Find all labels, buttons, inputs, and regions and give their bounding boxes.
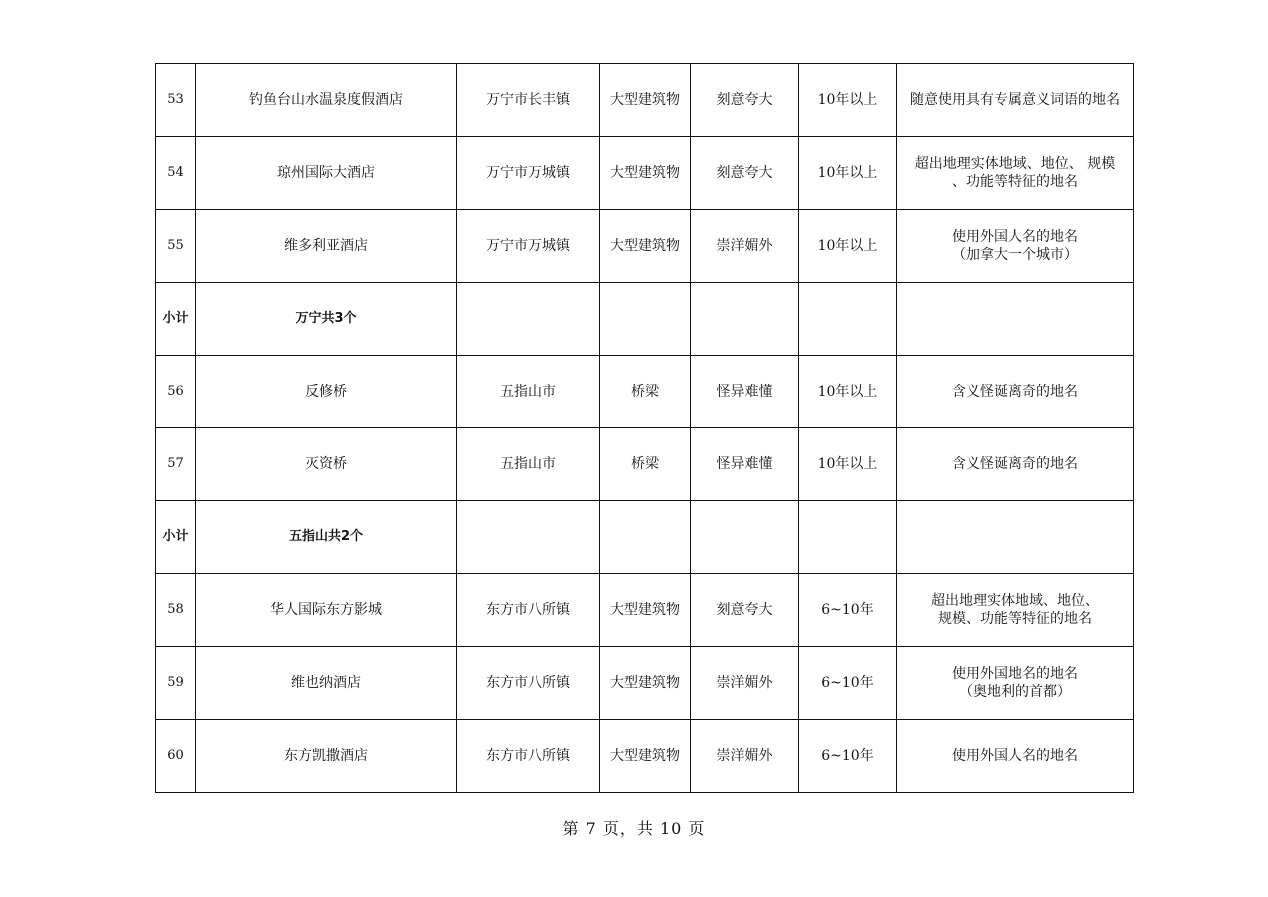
- reason-line: 、功能等特征的地名: [952, 173, 1078, 190]
- empty-cell: [600, 501, 691, 574]
- names-table-wrapper: [155, 63, 1133, 793]
- place-category: 大型建筑物: [600, 64, 691, 137]
- place-name: 维多利亚酒店: [196, 209, 457, 282]
- reason-line: 含义怪诞离奇的地名: [952, 456, 1078, 473]
- issue-type: 怪异难懂: [691, 355, 799, 428]
- table-row: [156, 428, 1134, 501]
- usage-duration: 10年以上: [799, 136, 897, 209]
- place-location: 万宁市长丰镇: [457, 64, 600, 137]
- table-row: [156, 720, 1134, 793]
- place-name: 灭资桥: [196, 428, 457, 501]
- reason-line: 使用外国人名的地名: [952, 748, 1078, 764]
- reason-line: 规模、功能等特征的地名: [938, 611, 1092, 628]
- subtotal-text: 五指山共2个: [196, 501, 457, 574]
- table-row: [156, 136, 1134, 209]
- place-name: 琼州国际大酒店: [196, 136, 457, 209]
- place-location: 东方市八所镇: [457, 574, 600, 647]
- issue-type: 刻意夸大: [691, 136, 799, 209]
- page-footer: 第 7 页，共 10 页: [562, 819, 706, 838]
- table-row: [156, 574, 1134, 647]
- place-category: 桥梁: [600, 355, 691, 428]
- usage-duration: 10年以上: [799, 209, 897, 282]
- place-location: 东方市八所镇: [457, 647, 600, 720]
- place-category: 大型建筑物: [600, 136, 691, 209]
- issue-type: 崇洋媚外: [691, 209, 799, 282]
- reason-line: 随意使用具有专属意义词语的地名: [910, 91, 1120, 108]
- usage-duration: 10年以上: [799, 428, 897, 501]
- subtotal-text: 万宁共3个: [196, 282, 457, 355]
- place-location: 五指山市: [457, 428, 600, 501]
- table-row: [156, 647, 1134, 720]
- issue-reason: [897, 355, 1134, 428]
- row-number: 59: [156, 647, 196, 720]
- table-row: [156, 209, 1134, 282]
- row-number: 57: [156, 428, 196, 501]
- usage-duration: 6~10年: [799, 647, 897, 720]
- subtotal-row: [156, 501, 1134, 574]
- issue-reason: [897, 209, 1134, 282]
- nonstandard-place-names-table: [155, 63, 1134, 793]
- reason-line: （加拿大一个城市）: [952, 246, 1078, 263]
- issue-reason: [897, 136, 1134, 209]
- place-category: 大型建筑物: [600, 574, 691, 647]
- reason-line: 使用外国地名的地名: [952, 666, 1078, 683]
- subtotal-label: 小计: [156, 501, 196, 574]
- place-name: 维也纳酒店: [196, 647, 457, 720]
- empty-cell: [799, 501, 897, 574]
- place-location: 东方市八所镇: [457, 720, 600, 793]
- table-row: [156, 355, 1134, 428]
- place-name: 反修桥: [196, 355, 457, 428]
- place-category: 桥梁: [600, 428, 691, 501]
- subtotal-row: [156, 282, 1134, 355]
- place-category: 大型建筑物: [600, 209, 691, 282]
- issue-reason: [897, 720, 1134, 793]
- empty-cell: [897, 282, 1134, 355]
- row-number: 53: [156, 64, 196, 137]
- place-name: 钓鱼台山水温泉度假酒店: [196, 64, 457, 137]
- empty-cell: [799, 282, 897, 355]
- usage-duration: 6~10年: [799, 720, 897, 793]
- place-category: 大型建筑物: [600, 647, 691, 720]
- empty-cell: [691, 282, 799, 355]
- row-number: 58: [156, 574, 196, 647]
- usage-duration: 10年以上: [799, 64, 897, 137]
- row-number: 55: [156, 209, 196, 282]
- place-category: 大型建筑物: [600, 720, 691, 793]
- place-location: 万宁市万城镇: [457, 209, 600, 282]
- row-number: 56: [156, 355, 196, 428]
- place-location: 五指山市: [457, 355, 600, 428]
- issue-reason: [897, 428, 1134, 501]
- reason-line: 含义怪诞离奇的地名: [952, 383, 1078, 400]
- reason-line: 超出地理实体地域、地位、: [931, 593, 1099, 610]
- table-row: [156, 64, 1134, 137]
- empty-cell: [691, 501, 799, 574]
- place-location: 万宁市万城镇: [457, 136, 600, 209]
- empty-cell: [897, 501, 1134, 574]
- empty-cell: [457, 282, 600, 355]
- reason-line: 超出地理实体地域、地位、 规模: [914, 155, 1116, 172]
- reason-line: 使用外国人名的地名: [952, 228, 1078, 245]
- issue-type: 怪异难懂: [691, 428, 799, 501]
- issue-type: 刻意夸大: [691, 574, 799, 647]
- issue-type: 崇洋媚外: [691, 720, 799, 793]
- usage-duration: 6~10年: [799, 574, 897, 647]
- reason-line: （奥地利的首都）: [959, 684, 1071, 701]
- usage-duration: 10年以上: [799, 355, 897, 428]
- empty-cell: [457, 501, 600, 574]
- issue-reason: [897, 647, 1134, 720]
- issue-type: 崇洋媚外: [691, 647, 799, 720]
- row-number: 60: [156, 720, 196, 793]
- subtotal-label: 小计: [156, 282, 196, 355]
- issue-reason: [897, 574, 1134, 647]
- empty-cell: [600, 282, 691, 355]
- row-number: 54: [156, 136, 196, 209]
- issue-reason: [897, 64, 1134, 137]
- issue-type: 刻意夸大: [691, 64, 799, 137]
- place-name: 东方凯撒酒店: [196, 720, 457, 793]
- place-name: 华人国际东方影城: [196, 574, 457, 647]
